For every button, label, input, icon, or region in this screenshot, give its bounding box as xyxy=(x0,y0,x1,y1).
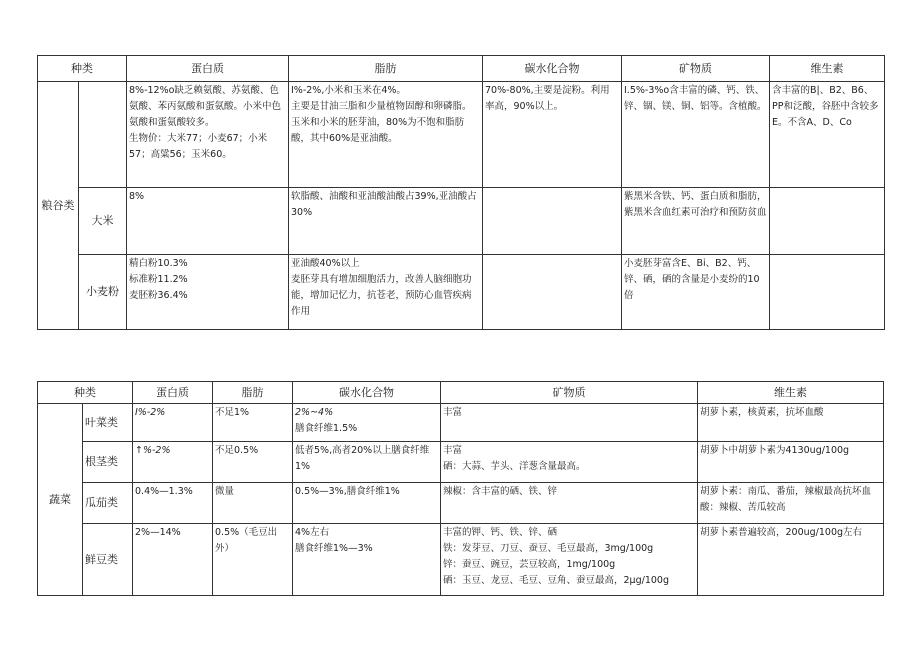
vitamin-cell xyxy=(770,82,885,188)
cell-text: 含丰富的B|、B2、B6、PP和泛酸，谷胚中含较多E。不含A、D、Co xyxy=(772,85,879,128)
header-category: 种类 xyxy=(38,382,133,404)
cell-text: 0.5%（毛豆出外） xyxy=(215,527,278,554)
protein-cell xyxy=(127,188,289,255)
cell-text: I.5%-3%o含丰富的磷、钙、铁、锌、锢、镁、铜、铝等。含植酸。 xyxy=(624,85,767,112)
cell-text: 不足1% xyxy=(215,407,250,418)
cell-text: 微量 xyxy=(215,486,235,497)
vegetable-nutrition-table xyxy=(37,381,884,596)
carbohydrate-cell xyxy=(293,524,441,596)
cell-text: 软脂酸、油酸和亚油酸油酸占39%,亚油酸占30% xyxy=(291,191,477,218)
cell-text: 硒：大蒜、芋头、洋葱含量最高。 xyxy=(443,461,586,472)
carbohydrate-cell xyxy=(293,404,441,442)
cell-text: 70%-80%,主要是淀粉。利用率高，90%以上。 xyxy=(485,85,610,112)
fat-cell xyxy=(213,524,293,596)
cell-text: 玉米和小米的胚芽油，80%为不饱和脂肪酸，其中60%是亚油酸。 xyxy=(291,117,465,144)
mineral-cell xyxy=(441,442,698,483)
row-name: 鲜豆类 xyxy=(83,524,133,596)
vitamin-cell xyxy=(698,404,884,442)
cell-text: 生物价：大米77；小麦67；小米57；高粱56；玉米60。 xyxy=(129,133,268,160)
mineral-cell xyxy=(622,255,770,330)
mineral-cell xyxy=(441,483,698,524)
cell-text: 0.4%—1.3% xyxy=(135,486,193,497)
mineral-cell xyxy=(441,404,698,442)
row-name: 瓜茄类 xyxy=(83,483,133,524)
grain-nutrition-table xyxy=(37,55,885,330)
cell-text: 8% xyxy=(129,191,145,202)
carbohydrate-cell xyxy=(293,442,441,483)
carbohydrate-cell xyxy=(483,188,622,255)
table-header-row xyxy=(38,382,884,404)
cell-text: 亚油酸40%以上 xyxy=(291,258,360,269)
protein-cell xyxy=(127,82,289,188)
header-carbohydrate: 碳水化合物 xyxy=(483,56,622,82)
cell-text: 标准粉11.2% xyxy=(129,274,188,285)
header-mineral: 矿物质 xyxy=(622,56,770,82)
cell-text: 丰富 xyxy=(443,445,463,456)
cell-text: 膳食纤维1%—3% xyxy=(295,543,373,554)
group-label: 蔬菜 xyxy=(38,404,83,596)
cell-text: 硒：玉豆、龙豆、毛豆、豆角、蚕豆最高，2μg/100g xyxy=(443,575,669,586)
cell-text: 锌：蚕豆、豌豆，芸豆较高，1mg/100g xyxy=(443,559,616,570)
row-name xyxy=(79,82,127,188)
table-row xyxy=(38,404,884,442)
cell-text: ↑%-2% xyxy=(135,445,171,456)
cell-text: 辣椒：含丰富的硒、铁、锌 xyxy=(443,486,558,497)
header-protein: 蛋白质 xyxy=(133,382,213,404)
row-name: 大米 xyxy=(79,188,127,255)
mineral-cell xyxy=(622,188,770,255)
fat-cell xyxy=(213,442,293,483)
group-label: 粮谷类 xyxy=(38,82,79,330)
cell-text: 丰富 xyxy=(443,407,463,418)
table-row xyxy=(38,524,884,596)
cell-text: 膳食纤维1.5% xyxy=(295,423,358,434)
table-row xyxy=(38,483,884,524)
cell-text: 主要是甘油三脂和少量植物固醇和卵磷脂。 xyxy=(291,101,472,112)
protein-cell xyxy=(133,483,213,524)
cell-text: 紫黑米含血红素可治疗和预防贫血 xyxy=(624,207,767,218)
mineral-cell xyxy=(622,82,770,188)
cell-text: 麦胚粉36.4% xyxy=(129,290,188,301)
protein-cell xyxy=(127,255,289,330)
cell-text: 精白粉10.3% xyxy=(129,258,188,269)
header-vitamin: 维生素 xyxy=(698,382,884,404)
vitamin-cell xyxy=(770,188,885,255)
cell-text: 低者5%,高者20%以上膳食纤维1% xyxy=(295,445,430,472)
vitamin-cell xyxy=(698,524,884,596)
cell-text: 铁：发芽豆、刀豆、蚕豆、毛豆最高，3mg/100g xyxy=(443,543,654,554)
vitamin-cell xyxy=(770,255,885,330)
row-name: 小麦粉 xyxy=(79,255,127,330)
cell-text: I%-2%,小米和玉米在4%。 xyxy=(291,85,406,96)
cell-text: 4%左右 xyxy=(295,527,330,538)
fat-cell xyxy=(213,404,293,442)
protein-cell xyxy=(133,442,213,483)
fat-cell xyxy=(289,82,483,188)
protein-cell xyxy=(133,404,213,442)
cell-text: 胡萝卜素，核黄素，抗坏血酸 xyxy=(700,407,824,418)
vitamin-cell xyxy=(698,442,884,483)
cell-text: 2%—14% xyxy=(135,527,181,538)
fat-cell xyxy=(213,483,293,524)
cell-text: 小麦胚芽富含E、Bi、B2、钙、锌、硒，硒的含量是小麦纷的10倍 xyxy=(624,258,760,301)
cell-text: 不足0.5% xyxy=(215,445,259,456)
mineral-cell xyxy=(441,524,698,596)
protein-cell xyxy=(133,524,213,596)
cell-text: 丰富的钾、钙、铁、锌、硒 xyxy=(443,527,558,538)
row-name: 根茎类 xyxy=(83,442,133,483)
cell-text: 胡萝卜素普遍较高，200ug/100g左右 xyxy=(700,527,863,538)
carbohydrate-cell xyxy=(293,483,441,524)
header-protein: 蛋白质 xyxy=(127,56,289,82)
header-vitamin: 维生素 xyxy=(770,56,885,82)
fat-cell xyxy=(289,188,483,255)
cell-text: 8%-12%o缺乏赖氨酸、苏氨酸、色氨酸、苯丙氨酸和蛋氨酸。小米中色氨酸和蛋氨酸较多。 xyxy=(129,85,282,128)
carbohydrate-cell xyxy=(483,82,622,188)
cell-text: 2%~4% xyxy=(295,407,334,418)
header-fat: 脂肪 xyxy=(213,382,293,404)
cell-text: 0.5%—3%,膳食纤维1% xyxy=(295,486,400,497)
header-mineral: 矿物质 xyxy=(441,382,698,404)
table-header-row xyxy=(38,56,885,82)
row-name: 叶菜类 xyxy=(83,404,133,442)
vitamin-cell xyxy=(698,483,884,524)
cell-text: 紫黑米含铁、钙、蛋白质和脂肪， xyxy=(624,191,767,202)
cell-text: 胡萝卜中胡萝卜素为4130ug/100g xyxy=(700,445,850,456)
header-category: 种类 xyxy=(38,56,127,82)
header-fat: 脂肪 xyxy=(289,56,483,82)
table-row xyxy=(38,82,885,188)
table-row xyxy=(38,442,884,483)
cell-text: 麦胚芽具有增加细胞活力，改善人脑细胞功能，增加记忆力，抗苍老，预防心血管疾病作用 xyxy=(291,274,472,317)
carbohydrate-cell xyxy=(483,255,622,330)
table-row xyxy=(38,188,885,255)
cell-text: I%-2% xyxy=(135,407,166,418)
header-carbohydrate: 碳水化合物 xyxy=(293,382,441,404)
fat-cell xyxy=(289,255,483,330)
cell-text: 胡萝卜素：南瓜、番茄，辣椒最高抗坏血酸：辣椒、苦瓜较高 xyxy=(700,486,872,513)
table-row xyxy=(38,255,885,330)
